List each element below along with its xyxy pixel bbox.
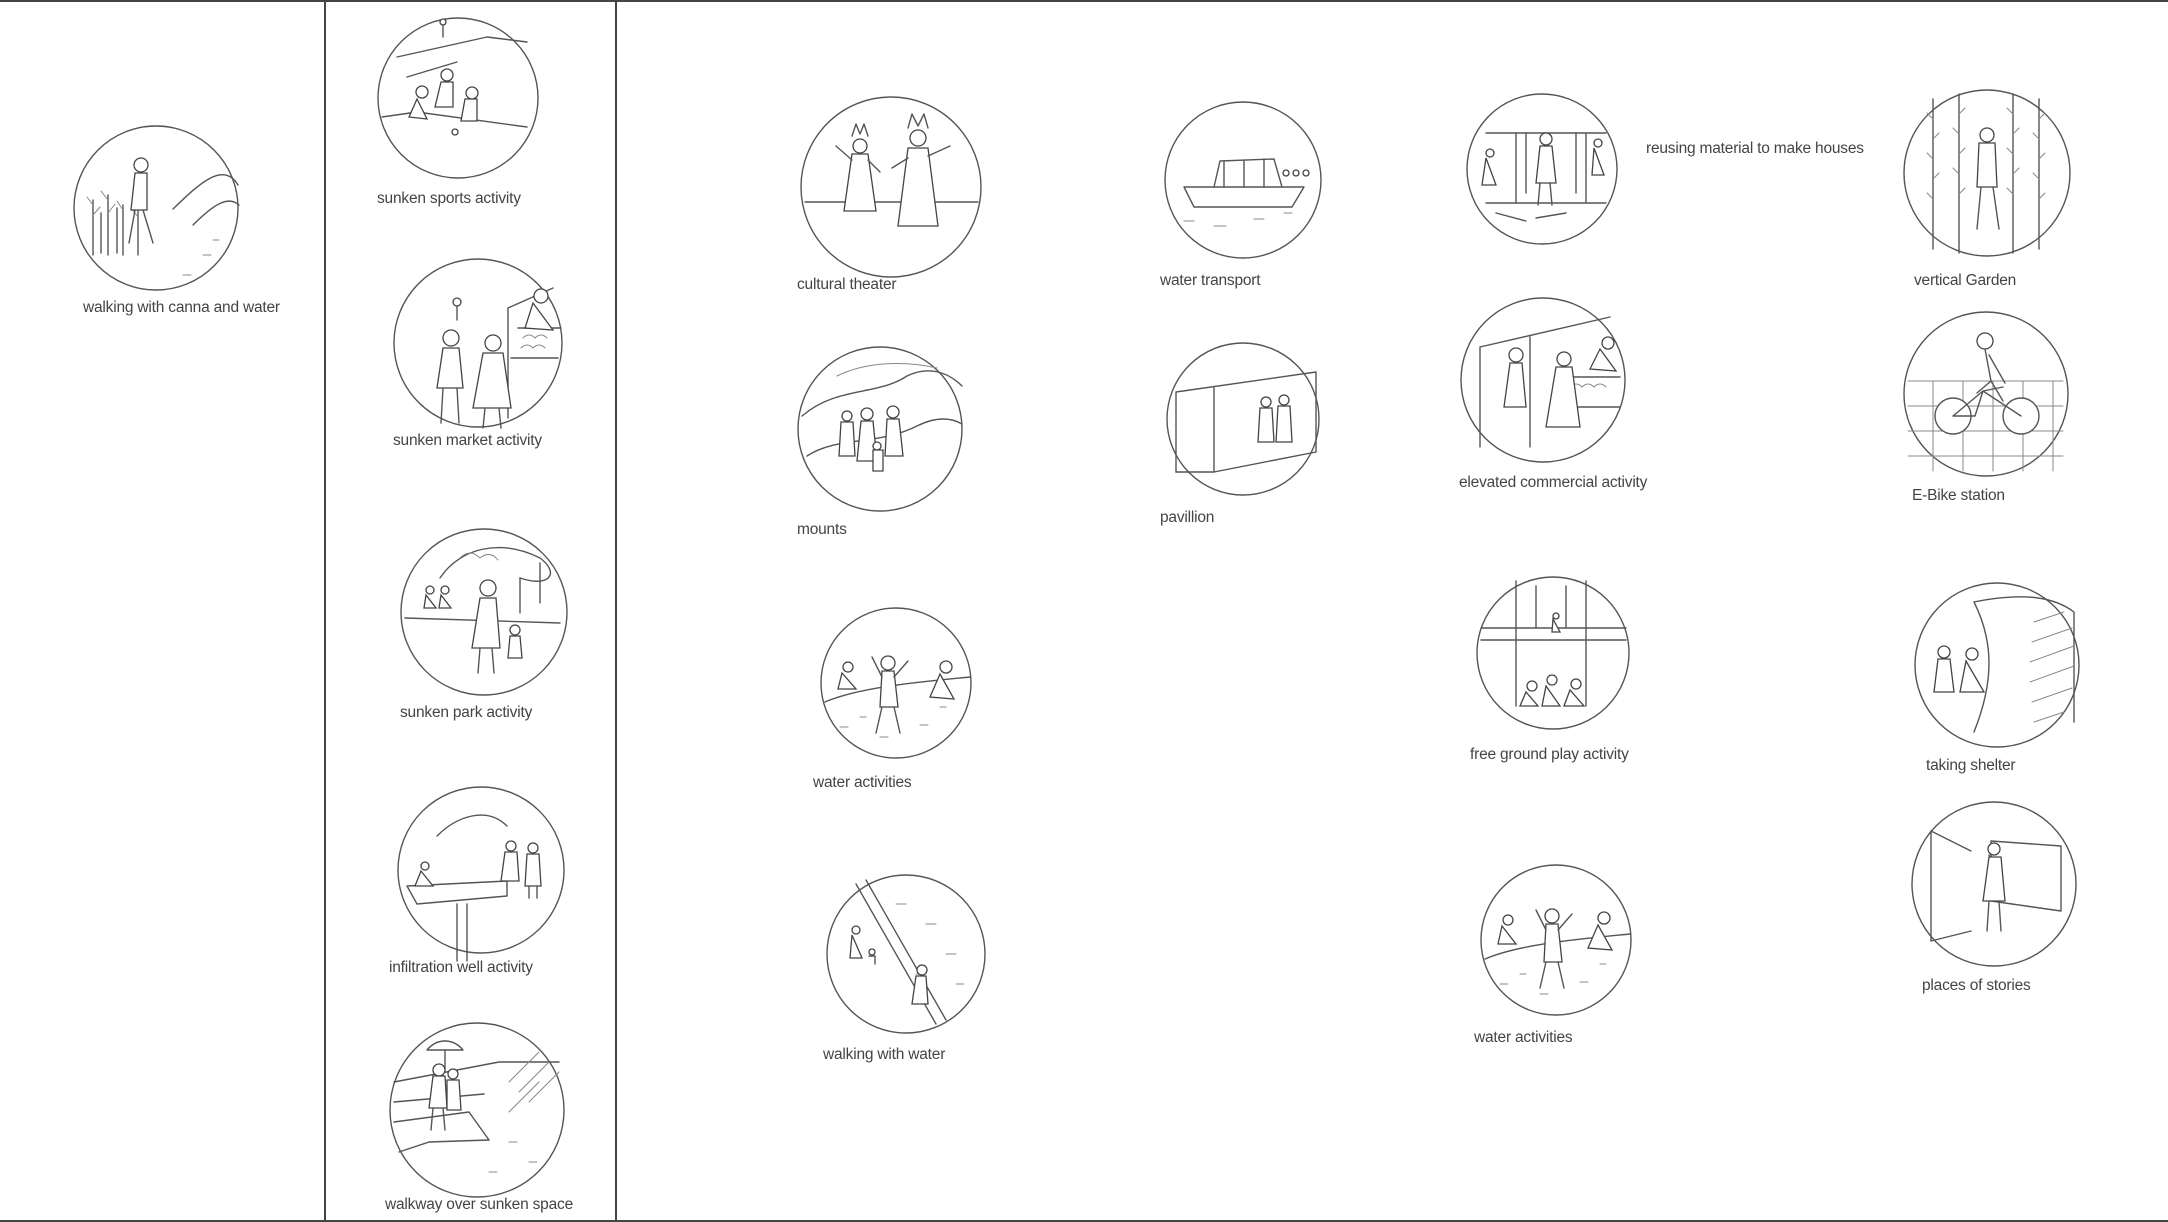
caption-walking-water: walking with water (823, 1046, 946, 1063)
cultural-theater-illustration (800, 96, 982, 278)
caption-sunken-sports: sunken sports activity (377, 190, 521, 207)
mounts-illustration (797, 346, 963, 512)
water-activities-1-illustration (820, 607, 972, 759)
sunken-market-illustration (393, 258, 563, 428)
caption-water-transport: water transport (1160, 272, 1261, 289)
caption-mounts: mounts (797, 521, 847, 538)
column-divider-2 (615, 0, 617, 1222)
sunken-park-illustration (400, 528, 568, 696)
pavillion-illustration (1166, 342, 1320, 496)
caption-walkway-sunken: walkway over sunken space (385, 1196, 573, 1213)
caption-reusing-material: reusing material to make houses (1646, 140, 1864, 157)
vertical-garden-illustration (1903, 89, 2071, 257)
caption-ebike-station: E-Bike station (1912, 487, 2005, 504)
walking-canna-illustration (73, 125, 239, 291)
caption-free-ground-play: free ground play activity (1470, 746, 1629, 763)
free-ground-play-illustration (1476, 576, 1630, 730)
taking-shelter-illustration (1914, 582, 2080, 748)
caption-sunken-park: sunken park activity (400, 704, 533, 721)
water-activities-2-illustration (1480, 864, 1632, 1016)
caption-water-activities-2: water activities (1474, 1029, 1573, 1046)
caption-walking-canna: walking with canna and water (83, 299, 280, 316)
caption-taking-shelter: taking shelter (1926, 757, 2016, 774)
places-of-stories-illustration (1911, 801, 2077, 967)
caption-water-activities-1: water activities (813, 774, 912, 791)
walkway-sunken-illustration (389, 1022, 565, 1198)
caption-elevated-commercial: elevated commercial activity (1459, 474, 1648, 491)
ebike-station-illustration (1903, 311, 2069, 477)
caption-pavillion: pavillion (1160, 509, 1215, 526)
caption-infiltration-well: infiltration well activity (389, 959, 533, 976)
elevated-commercial-illustration (1460, 297, 1626, 463)
caption-sunken-market: sunken market activity (393, 432, 542, 449)
water-transport-illustration (1164, 101, 1322, 259)
caption-cultural-theater: cultural theater (797, 276, 897, 293)
caption-vertical-garden: vertical Garden (1914, 272, 2017, 289)
walking-water-illustration (826, 874, 986, 1034)
reusing-material-illustration (1466, 93, 1618, 245)
column-divider-1 (324, 0, 326, 1222)
caption-places-of-stories: places of stories (1922, 977, 2031, 994)
infiltration-well-illustration (397, 786, 565, 954)
sunken-sports-illustration (377, 17, 539, 179)
